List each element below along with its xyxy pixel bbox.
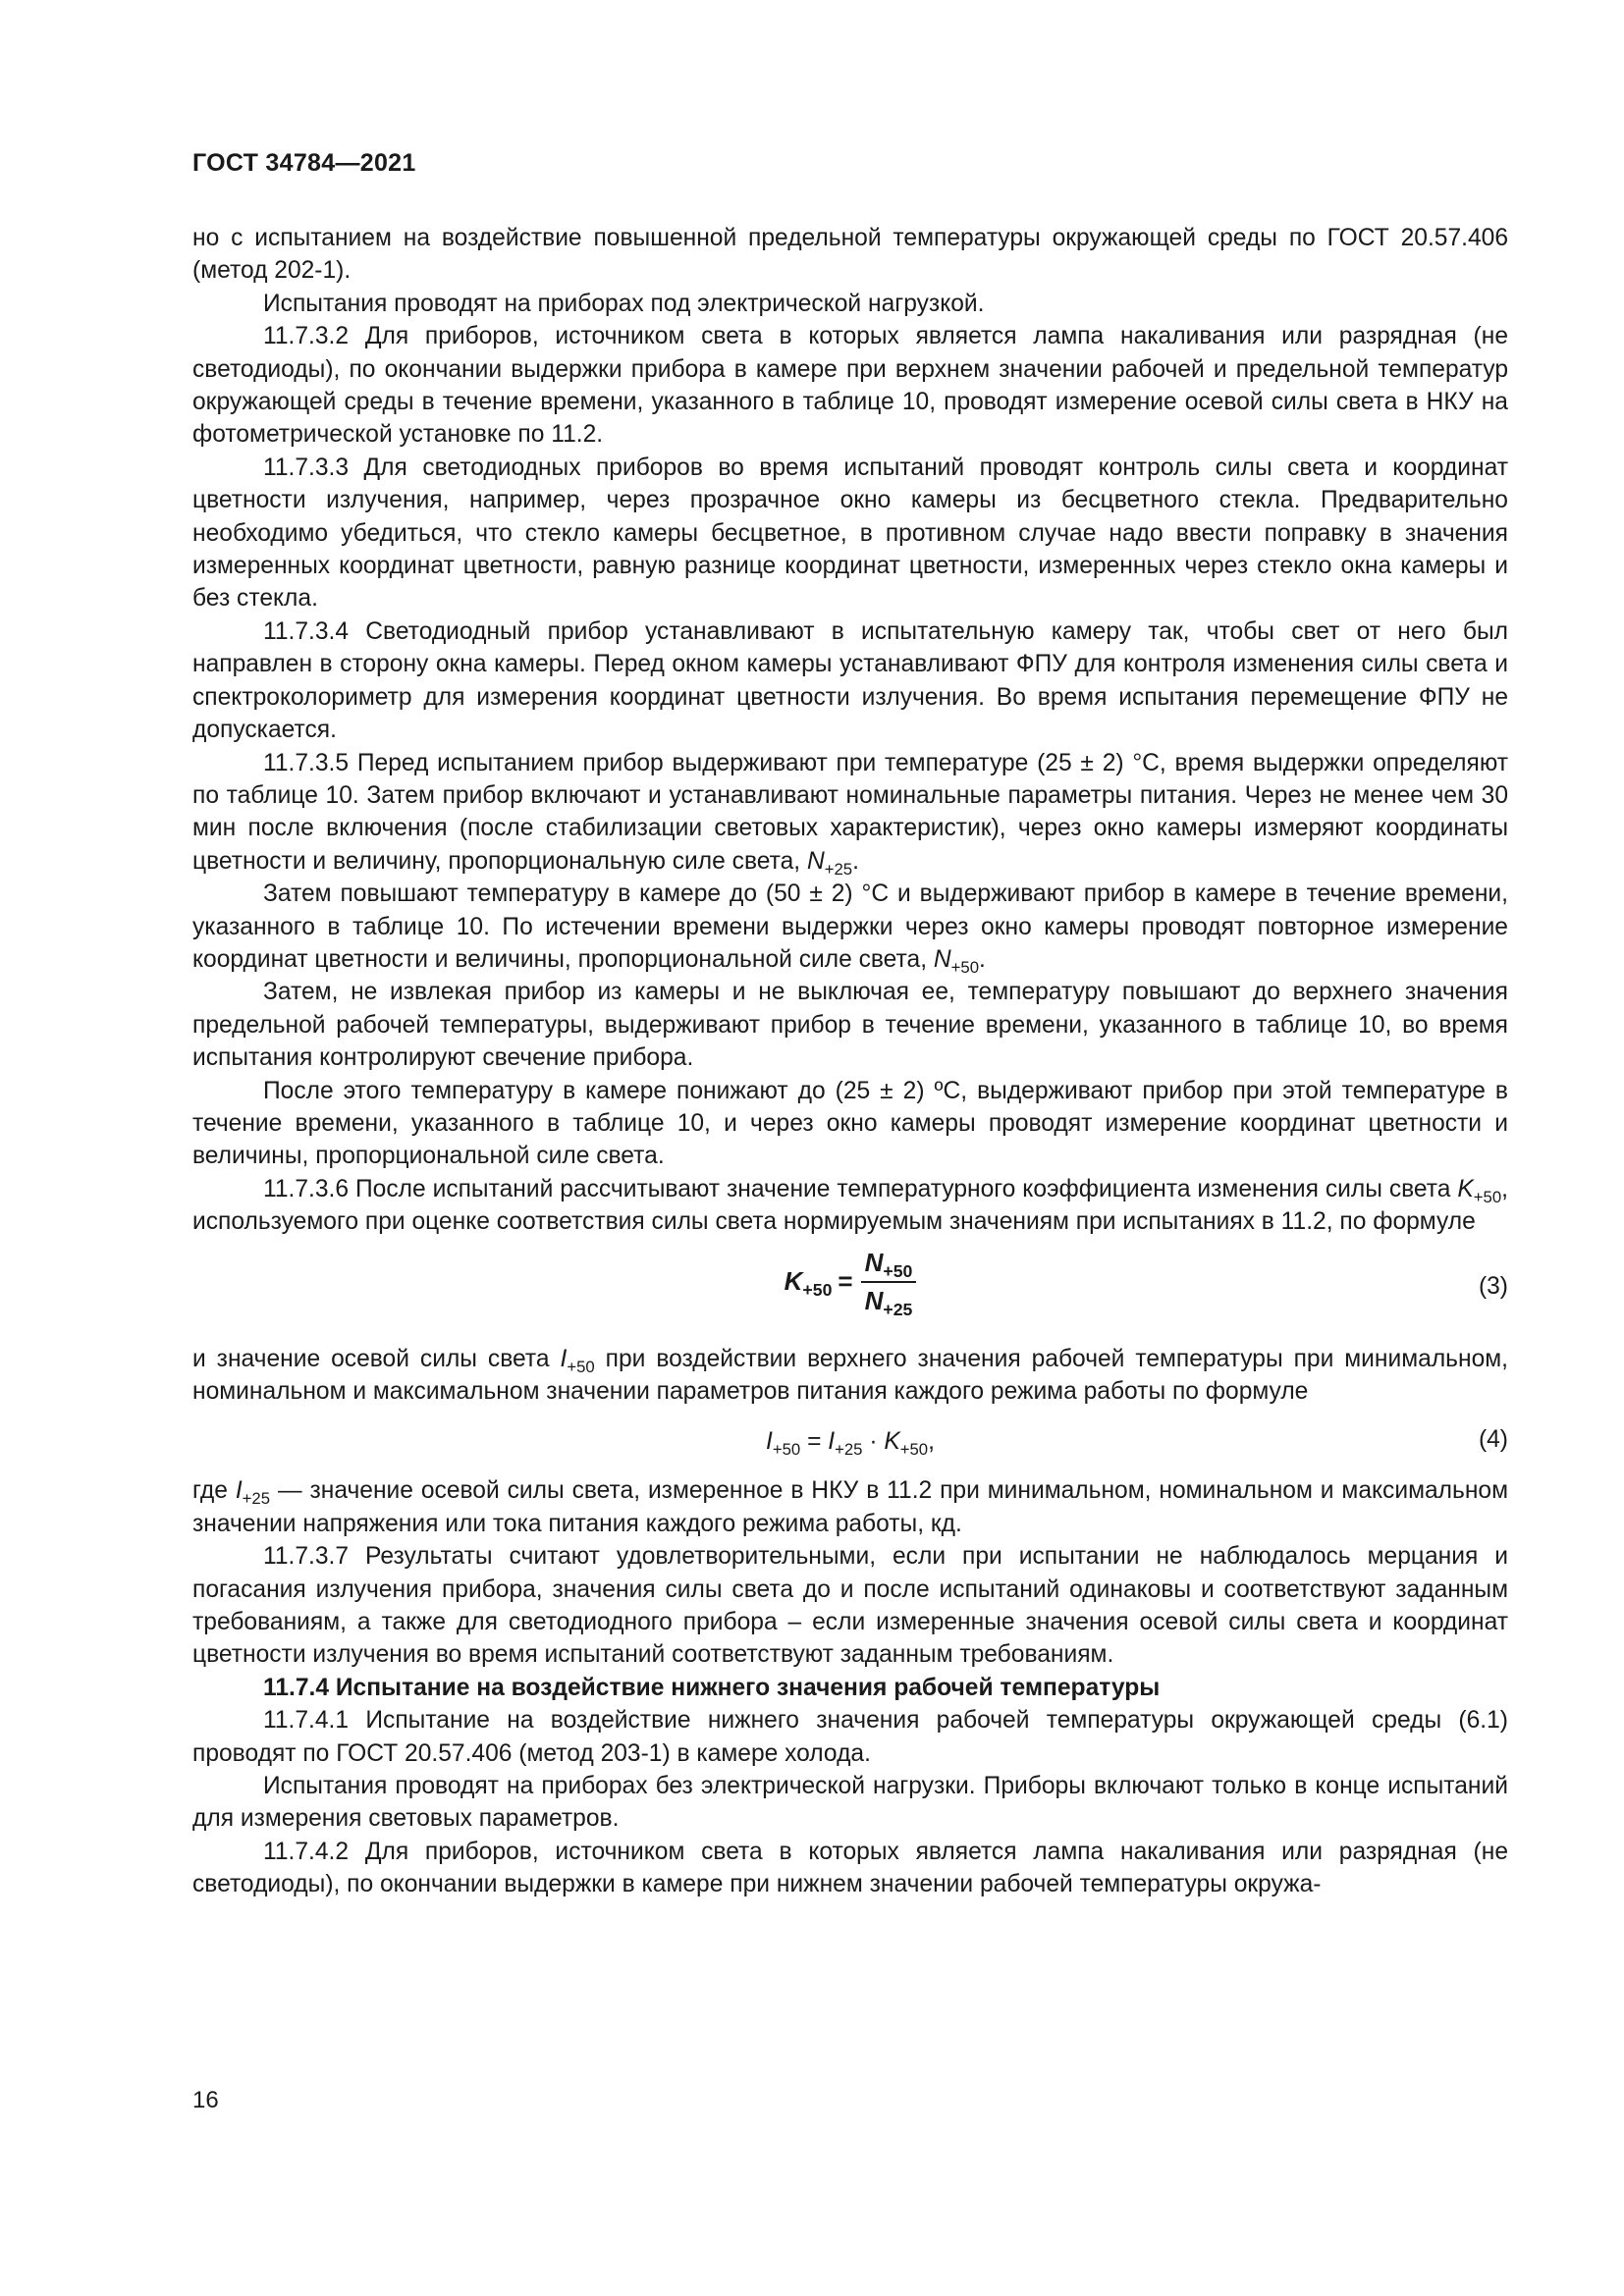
paragraph: [192, 1343, 1508, 1409]
formula-3: [192, 1247, 1508, 1333]
symbol: I: [560, 1345, 568, 1372]
paragraph-text: , используемого при оценке соответствия силы света нормируемым значениям при испытаниях в 11.2, по формуле: [192, 1175, 1508, 1236]
document-header: ГОСТ 34784—2021: [192, 149, 416, 177]
formula-3-expression: [785, 1247, 917, 1318]
subscript: +50: [883, 1260, 913, 1281]
paragraph: 11.7.3.4 Светодиодный прибор устанавливают в испытательную камеру так, чтобы свет от него был направлен в сторону окна камеры. Перед окном камеры устанавливают ФПУ для контроля изменения силы света и спектроколориметр для измерения координат цветности излучения. Во время испытания перемещение ФПУ не допускается.: [192, 617, 1508, 744]
paragraph: Испытания проводят на приборах под электрической нагрузкой.: [263, 290, 985, 317]
paragraph: [192, 878, 1508, 976]
paragraph: 11.7.4.2 Для приборов, источником света в которых является лампа накаливания или разрядная (не светодиоды), по окончании выдержки в камере при нижнем значении рабочей температуры окружа-: [192, 1838, 1508, 1898]
paragraph: [192, 747, 1508, 879]
symbol: I: [766, 1428, 773, 1456]
symbol: I: [235, 1477, 243, 1505]
punctuation: .: [979, 945, 986, 973]
paragraph: Испытания проводят на приборах без электрической нагрузки. Приборы включают только в конце испытаний для измерения световых параметров.: [192, 1773, 1508, 1833]
body-text: [192, 222, 1508, 1901]
paragraph: 11.7.3.7 Результаты считают удовлетворительными, если при испытании не наблюдалось мерцания и погасания излучения прибора, значения силы света до и после испытаний одинаковы и соответствуют заданным требованиям, а также для светодиодного прибора – если измеренные значения осевой силы света и координат цветности излучения во время испытаний соответствуют заданным требованиям.: [192, 1543, 1508, 1669]
subscript: +25: [242, 1489, 271, 1509]
formula-number: (4): [1478, 1426, 1508, 1454]
formula-4: [192, 1414, 1508, 1468]
fraction-denominator: [861, 1283, 917, 1320]
symbol: K: [884, 1428, 900, 1456]
multiply-dot: ·: [862, 1428, 885, 1456]
equals-sign: =: [800, 1428, 829, 1456]
punctuation: ,: [928, 1428, 935, 1456]
symbol: N: [933, 945, 951, 973]
formula-number: (3): [1478, 1272, 1508, 1300]
subscript: +50: [802, 1280, 833, 1301]
page-number: 16: [192, 2087, 219, 2113]
symbol: I: [828, 1428, 836, 1456]
paragraph: 11.7.3.2 Для приборов, источником света в которых является лампа накаливания или разрядная (не светодиоды), по окончании выдержки прибора в камере при верхнем значении рабочей и предельной температур окружающей среды в течение времени, указанного в таблице 10, проводят измерение осевой силы света в НКУ на фотометрической установке по 11.2.: [192, 323, 1508, 449]
paragraph-text: при воздействии верхнего значения рабочей температуры при минимальном, номинальном и максимальном значении параметров питания каждого режима работы по формуле: [192, 1345, 1508, 1405]
subscript: +50: [950, 957, 980, 977]
formula-4-expression: [766, 1428, 935, 1460]
subscript: +50: [1473, 1187, 1502, 1206]
paragraph: но с испытанием на воздействие повышенной предельной температуры окружающей среды по ГОСТ 20.57.406 (метод 202-1).: [192, 225, 1508, 285]
paragraph: [192, 1173, 1508, 1239]
punctuation: .: [852, 847, 859, 875]
formula-lhs: [784, 1265, 833, 1301]
paragraph: Затем, не извлекая прибор из камеры и не выключая ее, температуру повышают до верхнего значения предельной рабочей температуры, выдерживают прибор в течение времени, указанного в таблице 10, во время испытания контролируют свечение прибора.: [192, 979, 1508, 1072]
paragraph-text: где: [192, 1477, 228, 1505]
paragraph-text: 11.7.3.5 Перед испытанием прибор выдерживают при температуре (25 ± 2) °С, время выдержки определяют по таблице 10. Затем прибор включают и устанавливают номинальные параметры питания. Через не менее чем 30 мин после включения (после стабилизации световых характеристик), через окно камеры измеряют координаты цветности и величину, пропорциональную силе света,: [192, 749, 1508, 875]
fraction: [861, 1247, 917, 1318]
fraction-numerator: [861, 1247, 917, 1283]
subscript: +25: [883, 1300, 913, 1320]
subscript: +50: [772, 1440, 801, 1460]
subscript: +50: [899, 1440, 929, 1460]
symbol: N: [864, 1286, 884, 1315]
paragraph: После этого температуру в камере понижают до (25 ± 2) ºС, выдерживают прибор при этой температуре в течение времени, указанного в таблице 10, и через окно камеры проводят измерение координат цветности и величины, пропорциональной силе света.: [192, 1077, 1508, 1170]
paragraph-text: 11.7.3.6 После испытаний рассчитывают значение температурного коэффициента изменения силы света: [263, 1175, 1451, 1202]
section-heading: 11.7.4 Испытание на воздействие нижнего значения рабочей температуры: [263, 1674, 1161, 1701]
paragraph: 11.7.3.3 Для светодиодных приборов во время испытаний проводят контроль силы света и координат цветности излучения, например, через прозрачное окно камеры из бесцветного стекла. Предварительно необходимо убедиться, что стекло камеры бесцветное, в противном случае надо ввести поправку в значения измеренных координат цветности, равную разнице координат цветности, измеренных через стекло окна камеры и без стекла.: [192, 454, 1508, 613]
equals-sign: =: [838, 1266, 853, 1297]
paragraph-text: и значение осевой силы света: [192, 1345, 550, 1372]
paragraph: 11.7.4.1 Испытание на воздействие нижнего значения рабочей температуры окружающей среды (6.1) проводят по ГОСТ 20.57.406 (метод 203-1) в камере холода.: [192, 1707, 1508, 1767]
symbol: K: [1457, 1175, 1474, 1202]
paragraph: [192, 1474, 1508, 1540]
symbol: K: [784, 1266, 803, 1297]
symbol: N: [806, 847, 825, 875]
subscript: +50: [567, 1357, 595, 1376]
paragraph-text: — значение осевой силы света, измеренное в НКУ в 11.2 при минимальном, номинальном и максимальном значении напряжения или тока питания каждого режима работы, кд.: [192, 1477, 1509, 1537]
subscript: +25: [824, 859, 853, 879]
symbol: N: [864, 1247, 884, 1277]
paragraph-text: Затем повышают температуру в камере до (50 ± 2) °С и выдерживают прибор в камере в течение времени, указанного в таблице 10. По истечении времени выдержки через окно камеры проводят повторное измерение координат цветности и величины, пропорциональной силе света,: [192, 881, 1508, 973]
subscript: +25: [835, 1440, 863, 1460]
